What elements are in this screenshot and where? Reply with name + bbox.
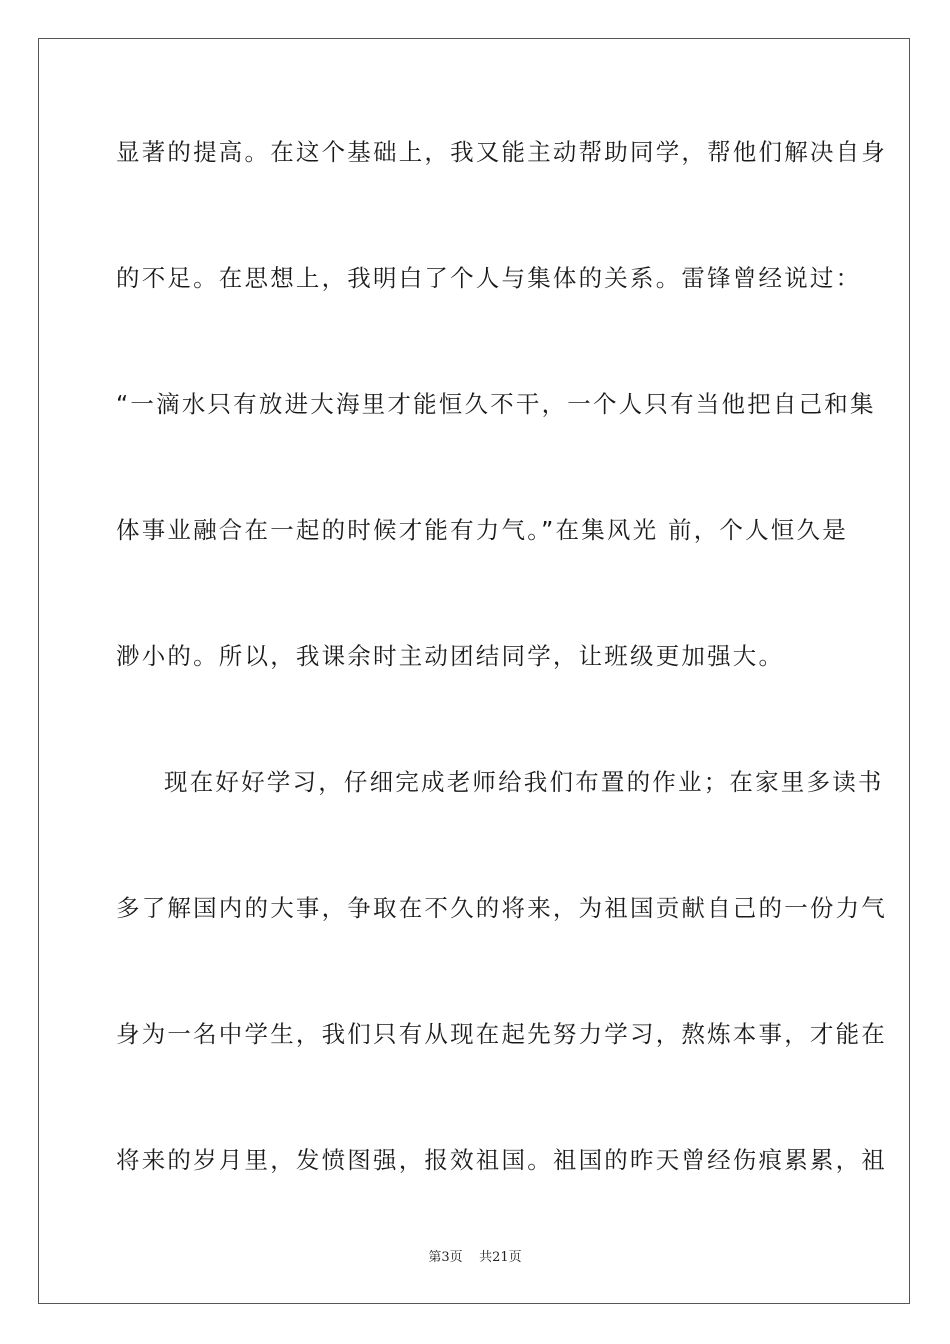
paragraph-line-1: 显著的提高。在这个基础上，我又能主动帮助同学，帮他们解决自身: [116, 138, 887, 166]
paragraph-line-3: “一滴水只有放进大海里才能恒久不干，一个人只有当他把自己和集: [116, 390, 876, 418]
paragraph-line-9: 将来的岁月里，发愤图强，报效祖国。祖国的昨天曾经伤痕累累，祖: [116, 1146, 887, 1174]
paragraph-line-6: 现在好好学习，仔细完成老师给我们布置的作业；在家里多读书: [164, 768, 884, 796]
page-footer: [0, 1246, 950, 1265]
paragraph-line-5: 渺小的。所以，我课余时主动团结同学，让班级更加强大。: [116, 642, 785, 670]
paragraph-line-8: 身为一名中学生，我们只有从现在起先努力学习，熬炼本事，才能在: [116, 1020, 887, 1048]
total-pages: 共21页: [479, 1250, 522, 1265]
paragraph-line-2: 的不足。在思想上，我明白了个人与集体的关系。雷锋曾经说过：: [116, 264, 862, 292]
page-number: 第3页: [428, 1250, 463, 1265]
paragraph-line-4: 体事业融合在一起的时候才能有力气。”在集风光 前，个人恒久是: [116, 516, 848, 544]
paragraph-line-7: 多了解国内的大事，争取在不久的将来，为祖国贡献自己的一份力气: [116, 894, 887, 922]
